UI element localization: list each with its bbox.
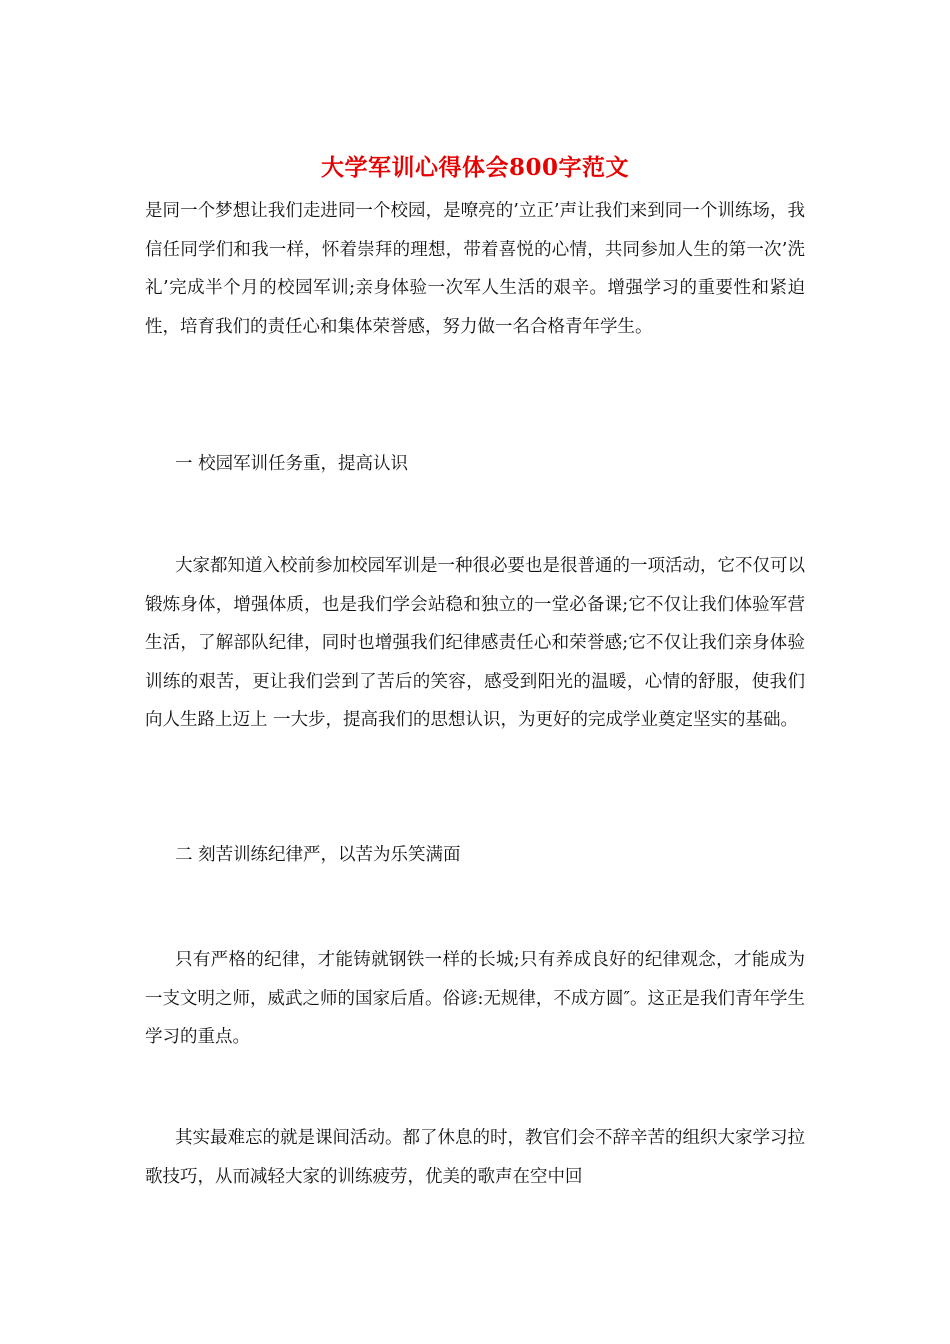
intro-paragraph: 是同一个梦想让我们走进同一个校园，是嘹亮的’立正’声让我们来到同一个训练场，我信任同学们和我一样，怀着崇拜的理想，带着喜悦的心情，共同参加人生的第一次’洗礼’完成半个月的校园军训;亲身体验一次军人生活的艰辛。增强学习的重要性和紧迫性，培育我们的责任心和集体荣誉感，努力做一名合格青年学生。 (145, 201, 805, 337)
document-title: 大学军训心得体会800字范文 (320, 154, 629, 181)
section-2-paragraph: 只有严格的纪律，才能铸就钢铁一样的长城;只有养成良好的纪律观念，才能成为一支文明之师，威武之师的国家后盾。俗谚:无规律，不成方圆″。这正是我们青年学生学习的重点。 (145, 950, 805, 1047)
section-3-paragraph: 其实最难忘的就是课间活动。都了休息的时，教官们会不辞辛苦的组织大家学习拉歌技巧，从而减轻大家的训练疲劳，优美的歌声在空中回 (145, 1128, 805, 1187)
section-1-paragraph: 大家都知道入校前参加校园军训是一种很必要也是很普通的一项活动，它不仅可以锻炼身体，增强体质，也是我们学会站稳和独立的一堂必备课;它不仅让我们体验军营生活，了解部队纪律，同时也增强我们纪律感责任心和荣誉感;它不仅让我们亲身体验训练的艰苦，更让我们尝到了苦后的笑容，感受到阳光的温暖，心情的舒服，使我们向人生路上迈上 一大步，提高我们的思想认识，为更好的完成学业奠定坚实的基础。 (145, 556, 805, 730)
section-2-heading: 二 刻苦训练纪律严，以苦为乐笑满面 (175, 845, 461, 865)
section-1-heading: 一 校园军训任务重，提高认识 (175, 454, 409, 474)
